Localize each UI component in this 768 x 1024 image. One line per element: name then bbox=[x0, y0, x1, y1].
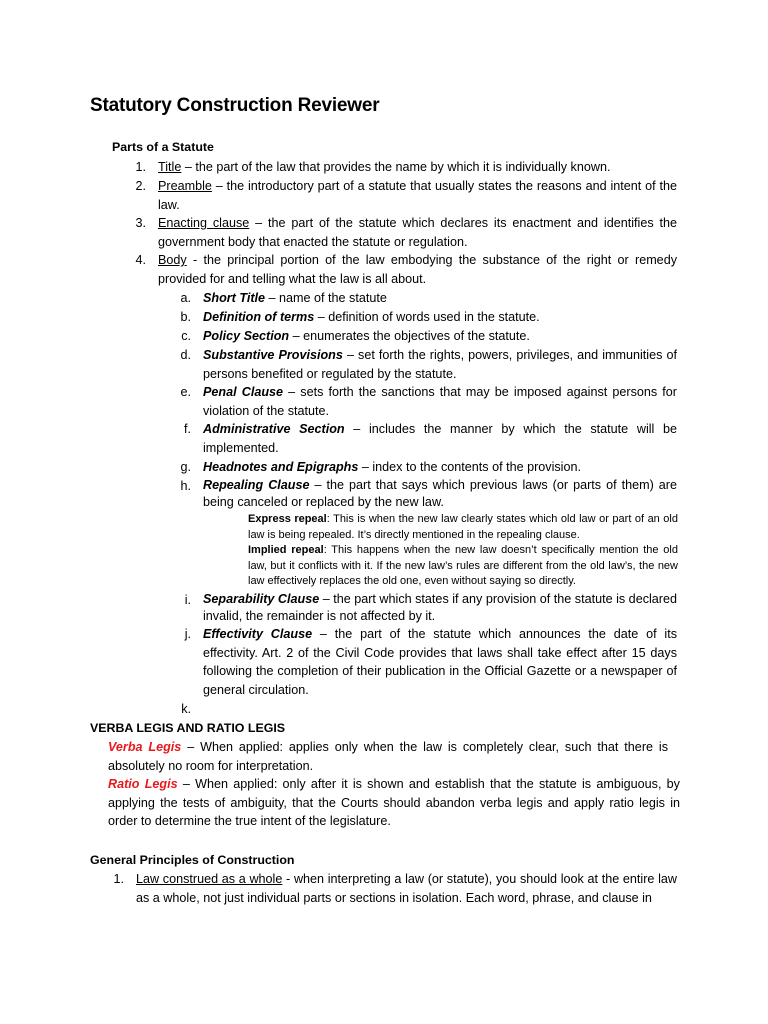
sublist-item-text: – the part which states if any provision of the statute is declared invalid, the remainder is not affected by it. bbox=[203, 592, 677, 623]
sublist-item bbox=[203, 420, 677, 457]
sublist-item bbox=[203, 383, 677, 420]
list-item-term: Preamble bbox=[158, 179, 212, 193]
sublist-item-term: Administrative Section bbox=[203, 422, 345, 436]
repeal-note-text: : This is when the new law clearly states which old law or part of an old law is being repealed. It’s directly mentioned in the repealing clause. bbox=[248, 513, 678, 541]
list-item-text: – the introductory part of a statute that usually states the reasons and intent of the law. bbox=[158, 179, 677, 212]
repeal-note bbox=[248, 543, 678, 590]
list-item bbox=[158, 177, 677, 214]
sublist-item-term: Penal Clause bbox=[203, 385, 284, 399]
ratio-legis-text: – When applied: only after it is shown and establish that the statute is ambiguous, by applying the tests of ambiguity, that the Courts should abandon verba legis and apply ratio legis in order to determine the true intent of the legislature. bbox=[108, 777, 680, 829]
list-item bbox=[158, 214, 677, 251]
sublist-item-text: – the part of the statute which announces the date of its effectivity. Art. 2 of the Civil Code provides that laws shall take effect after 15 days following the completion of their publication in the Official Gazette or a newspaper of general circulation. bbox=[203, 627, 677, 697]
list-item bbox=[136, 870, 677, 907]
list-number: 2. bbox=[135, 179, 146, 193]
sublist-item-term: Short Title bbox=[203, 291, 266, 305]
sublist-item-term: Policy Section bbox=[203, 329, 290, 343]
sublist-item-term: Substantive Provisions bbox=[203, 348, 343, 362]
list-item-text: - when interpreting a law (or statute), you should look at the entire law as a whole, not just individual parts or sections in isolation. Each word, phrase, and clause in bbox=[136, 872, 677, 905]
sublist-item-text: – includes the manner by which the statute will be implemented. bbox=[203, 422, 678, 455]
sublist-letter: d. bbox=[180, 348, 191, 362]
document-title: Statutory Construction Reviewer bbox=[90, 95, 380, 116]
sublist-item bbox=[203, 625, 677, 699]
sublist-item-text: – index to the contents of the provision. bbox=[358, 460, 581, 474]
repeal-note-term: Express repeal bbox=[248, 513, 327, 525]
section-heading-verba: VERBA LEGIS AND RATIO LEGIS bbox=[90, 721, 286, 735]
sublist-letter: f. bbox=[184, 422, 191, 436]
sublist-item-term: Headnotes and Epigraphs bbox=[203, 460, 359, 474]
sublist-letter: k. bbox=[181, 702, 191, 716]
verba-legis-paragraph bbox=[108, 738, 668, 775]
sublist-item-text: – set forth the rights, powers, privileges, and immunities of persons benefited or regulated by the statute. bbox=[203, 348, 677, 381]
list-number: 3. bbox=[135, 216, 146, 230]
sublist-letter: e. bbox=[180, 385, 191, 399]
repeal-note bbox=[248, 512, 678, 543]
list-item bbox=[158, 158, 677, 177]
list-item-text: – the part of the statute which declares its enactment and identifies the government body that enacted the statute or regulation. bbox=[158, 216, 677, 249]
sublist-letter: i. bbox=[184, 593, 191, 607]
sublist-item bbox=[203, 458, 677, 477]
list-item-term: Law construed as a whole bbox=[136, 872, 283, 886]
list-item-term: Title bbox=[158, 160, 182, 174]
sublist-item-term: Effectivity Clause bbox=[203, 627, 313, 641]
list-number: 4. bbox=[135, 253, 146, 267]
sublist-item-term: Separability Clause bbox=[203, 592, 320, 606]
verba-legis-term: Verba Legis bbox=[108, 740, 182, 754]
sublist-letter: c. bbox=[181, 329, 191, 343]
verba-legis-text: – When applied: applies only when the law is completely clear, such that there is absolutely no room for interpretation. bbox=[108, 740, 668, 773]
sublist-item-text: – name of the statute bbox=[265, 291, 387, 305]
list-number: 1. bbox=[113, 872, 124, 886]
sublist-item-term: Definition of terms bbox=[203, 310, 315, 324]
list-item bbox=[158, 251, 677, 288]
section-heading-parts: Parts of a Statute bbox=[112, 140, 214, 154]
sublist-item bbox=[203, 327, 677, 346]
sublist-item bbox=[203, 591, 677, 625]
sublist-letter: h. bbox=[180, 479, 191, 493]
repeal-note-text: : This happens when the new law doesn’t specifically mention the old law, but it conflicts with it. If the new law’s rules are different from the old law’s, the new law effectively replaces the old one, even without saying so directly. bbox=[248, 544, 678, 588]
list-item-term: Enacting clause bbox=[158, 216, 250, 230]
sublist-item-term: Repealing Clause bbox=[203, 478, 310, 492]
sublist-item-text: – the part that says which previous laws (or parts of them) are being canceled or replaced by the new law. bbox=[203, 478, 677, 509]
list-item-term: Body bbox=[158, 253, 187, 267]
repeal-note-term: Implied repeal bbox=[248, 544, 324, 556]
sublist-letter: a. bbox=[180, 291, 191, 305]
list-item-text: – the part of the law that provides the name by which it is individually known. bbox=[181, 160, 611, 174]
sublist-item bbox=[203, 477, 677, 511]
sublist-item-text: – sets forth the sanctions that may be imposed against persons for violation of the statute. bbox=[203, 385, 677, 418]
ratio-legis-term: Ratio Legis bbox=[108, 777, 178, 791]
sublist-item-text: – definition of words used in the statute. bbox=[314, 310, 540, 324]
sublist-item bbox=[203, 308, 677, 327]
sublist-item bbox=[203, 346, 677, 383]
list-item-text: - the principal portion of the law embodying the substance of the right or remedy provided for and telling what the law is all about. bbox=[158, 253, 677, 286]
sublist-item bbox=[203, 289, 677, 308]
sublist-letter: b. bbox=[180, 310, 191, 324]
sublist-item-text: – enumerates the objectives of the statute. bbox=[289, 329, 530, 343]
ratio-legis-paragraph bbox=[108, 775, 680, 831]
list-number: 1. bbox=[135, 160, 146, 174]
section-heading-general: General Principles of Construction bbox=[90, 853, 295, 867]
sublist-letter: j. bbox=[184, 627, 191, 641]
sublist-letter: g. bbox=[180, 460, 191, 474]
